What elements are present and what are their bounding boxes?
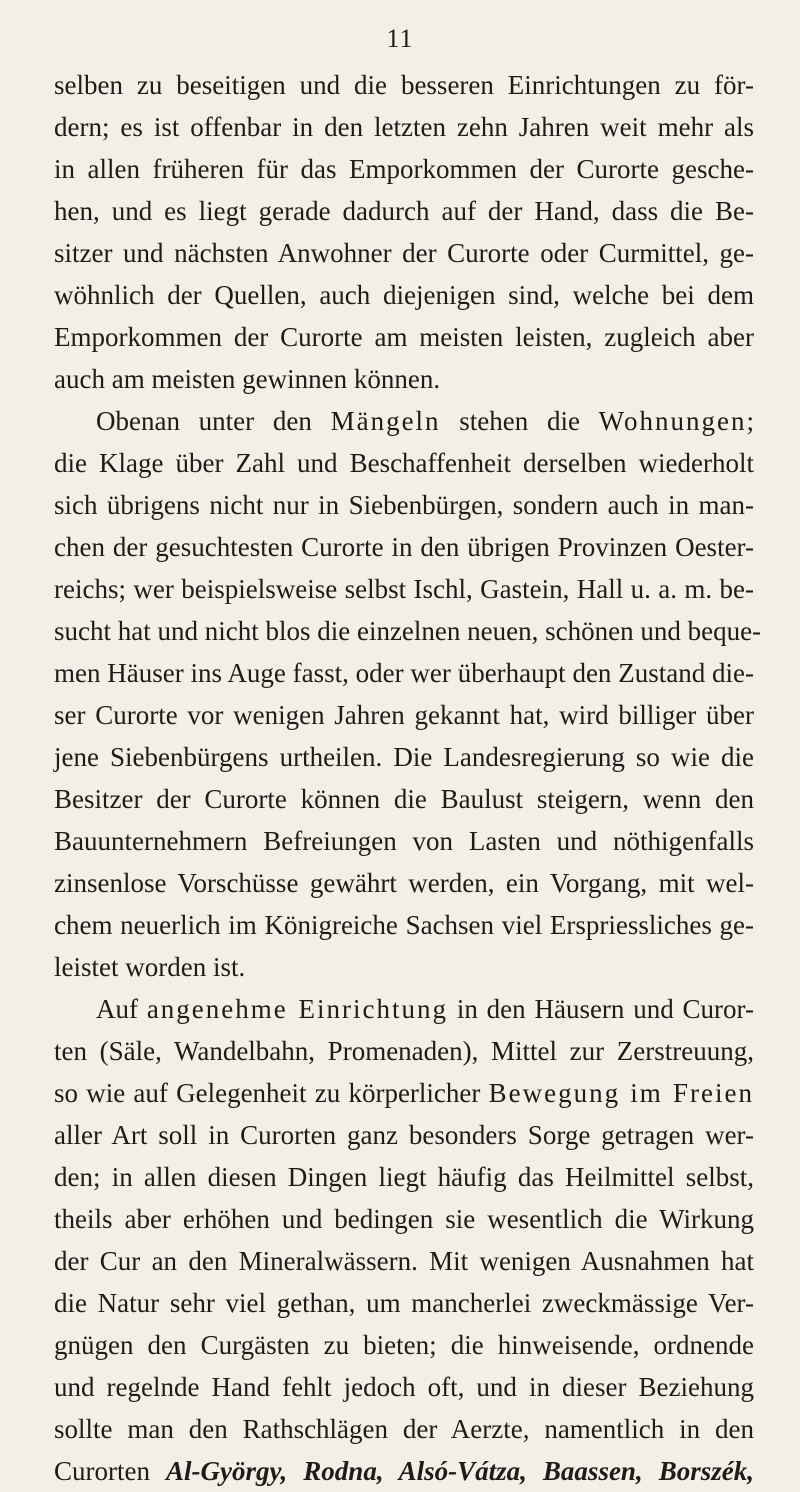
text-line: sitzer und nächsten Anwohner der Curorte oder Curmittel, ge- [54, 238, 754, 268]
text-line: reichs; wer beispielsweise selbst Ischl, Gastein, Hall u. a. m. be- [54, 574, 754, 604]
text-line: sollte man den Rathschlägen der Aerzte, namentlich in den [54, 1414, 754, 1444]
text-line: sich übrigens nicht nur in Siebenbürgen, sondern auch in man- [54, 490, 754, 520]
text-line: aller Art soll in Curorten ganz besonders Sorge getragen wer- [54, 1120, 754, 1150]
text-run: Auf [96, 994, 147, 1024]
text-line: sucht hat und nicht blos die einzelnen neuen, schönen und beque- [54, 616, 762, 646]
emphasis-spaced: Wohnungen [598, 406, 747, 436]
text-line: der Cur an den Mineralwässern. Mit wenigen Ausnahmen hat [54, 1246, 754, 1276]
text-line: gnügen den Curgästen zu bieten; die hinweisende, ordnende [54, 1330, 754, 1360]
text-line [54, 400, 754, 442]
text-line: chem neuerlich im Königreiche Sachsen viel Erspriessliches ge- [54, 910, 754, 940]
emphasis-spaced: Bewegung im Freien [488, 1078, 754, 1108]
text-line: ten (Säle, Wandelbahn, Promenaden), Mittel zur Zerstreuung, [54, 1036, 754, 1066]
text-line [54, 1072, 754, 1114]
text-line: die Klage über Zahl und Beschaffenheit derselben wiederholt [54, 448, 754, 478]
text-line: hen, und es liegt gerade dadurch auf der Hand, dass die Be- [54, 196, 754, 226]
text-run: stehen die [440, 406, 599, 436]
place-names-italic: Al-György, Rodna, Alsó-Vátza, Baassen, Borszék, [166, 1456, 755, 1486]
text-line: Emporkommen der Curorte am meisten leisten, zugleich aber [54, 322, 754, 352]
text-line: die Natur sehr viel gethan, um mancherlei zweckmässige Ver- [54, 1288, 754, 1318]
text-line: men Häuser ins Auge fasst, oder wer überhaupt den Zustand die- [54, 658, 754, 688]
emphasis-spaced: angenehme Einrichtung [146, 994, 449, 1024]
text-line: dern; es ist offenbar in den letzten zehn Jahren weit mehr als [54, 112, 754, 142]
text-line: in allen früheren für das Emporkommen der Curorte gesche- [54, 154, 754, 184]
text-line [54, 988, 754, 1030]
text-run: so wie auf Gelegenheit zu körperlicher [54, 1078, 489, 1108]
text-run: Obenan unter den [96, 406, 331, 436]
text-line: Besitzer der Curorte können die Baulust steigern, wenn den [54, 784, 754, 814]
text-line: zinsenlose Vorschüsse gewährt werden, ein Vorgang, mit wel- [54, 868, 754, 898]
text-line: auch am meisten gewinnen können. [54, 364, 441, 394]
text-run: in den Häusern und Curor- [448, 994, 754, 1024]
text-line: leistet worden ist. [54, 952, 246, 982]
text-line: chen der gesuchtesten Curorte in den übrigen Provinzen Oester- [54, 532, 754, 562]
text-line: den; in allen diesen Dingen liegt häufig das Heilmittel selbst, [54, 1162, 754, 1192]
text-line: wöhnlich der Quellen, auch diejenigen sind, welche bei dem [54, 280, 754, 310]
body-text [54, 64, 762, 1492]
text-line: ser Curorte vor wenigen Jahren gekannt hat, wird billiger über [54, 700, 754, 730]
text-run: Curorten [54, 1456, 167, 1486]
text-run: ; [746, 406, 754, 436]
emphasis-spaced: Mängeln [330, 406, 441, 436]
text-line: und regelnde Hand fehlt jedoch oft, und in dieser Beziehung [54, 1372, 754, 1402]
text-line: theils aber erhöhen und bedingen sie wesentlich die Wirkung [54, 1204, 754, 1234]
page-number: 11 [386, 24, 414, 53]
text-line: Bauunternehmern Befreiungen von Lasten und nöthigenfalls [54, 826, 754, 856]
text-line [54, 1450, 754, 1492]
text-line: jene Siebenbürgens urtheilen. Die Landesregierung so wie die [54, 742, 754, 772]
text-line: selben zu beseitigen und die besseren Einrichtungen zu för- [54, 70, 754, 100]
